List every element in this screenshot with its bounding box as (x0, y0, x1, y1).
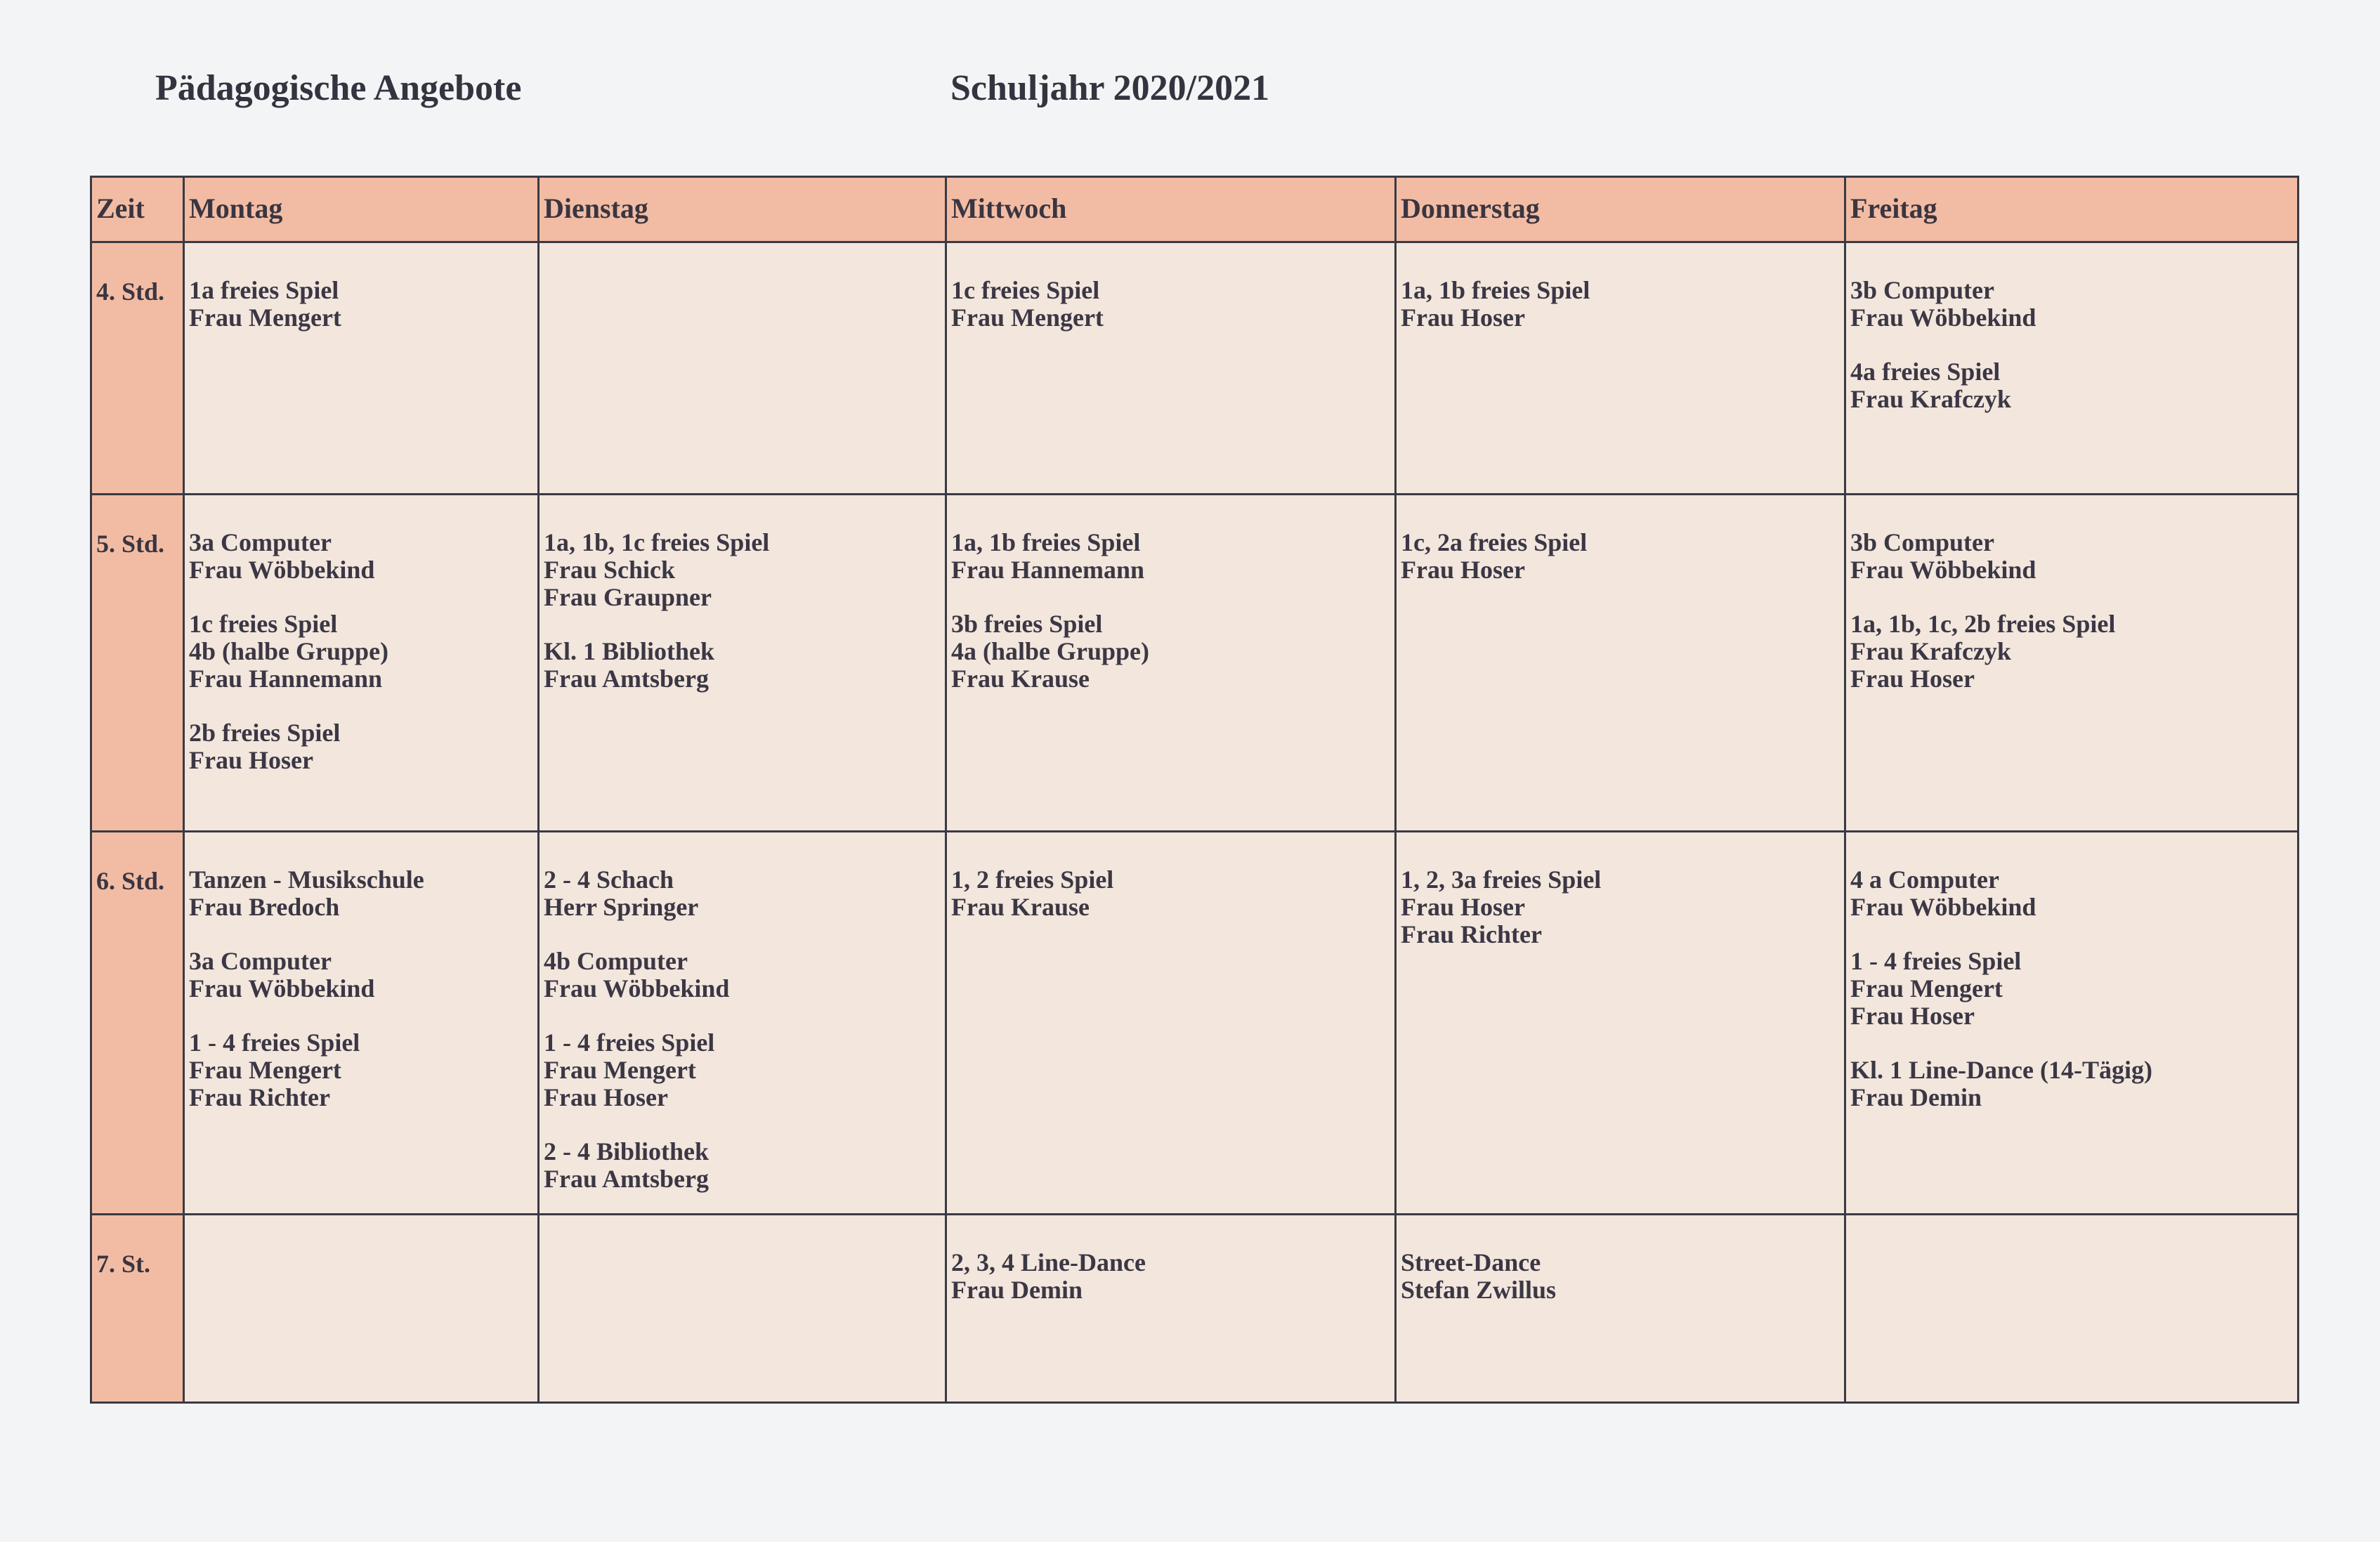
activity-name: 1 - 4 freies Spiel (1850, 947, 2022, 975)
schedule-table (90, 176, 2299, 1404)
activity-name: 4 a Computer (1850, 865, 1999, 894)
activity-detail: Frau Wöbbekind (189, 556, 375, 584)
activity-name: 1a, 1b, 1c, 2b freies Spiel (1850, 610, 2116, 638)
activity-name: Kl. 1 Line-Dance (14-Tägig) (1850, 1056, 2152, 1084)
column-header-dienstag: Dienstag (539, 177, 946, 242)
activity-entry (951, 277, 1390, 332)
activity-detail: Frau Richter (189, 1083, 330, 1111)
schedule-cell-montag (184, 832, 539, 1215)
activity-detail: Frau Wöbbekind (1850, 303, 2036, 332)
time-slot-label: 5. Std. (91, 495, 184, 832)
activity-name: 4a freies Spiel (1850, 358, 2001, 386)
activity-entry (1850, 610, 2293, 693)
activity-name: 2b freies Spiel (189, 719, 341, 747)
activity-detail: Herr Springer (544, 893, 699, 921)
activity-name: 3b Computer (1850, 528, 1994, 556)
activity-name: Tanzen - Musikschule (189, 865, 424, 894)
activity-entry (1401, 277, 1840, 332)
activity-entry (544, 638, 941, 693)
activity-name: 3a Computer (189, 947, 332, 975)
activity-detail: Frau Amtsberg (544, 665, 709, 693)
activity-detail: Frau Hannemann (951, 556, 1145, 584)
activity-name: 1a, 1b freies Spiel (951, 528, 1141, 556)
activity-entry (189, 1029, 533, 1111)
activity-name: 1c, 2a freies Spiel (1401, 528, 1588, 556)
activity-detail: Frau Wöbbekind (544, 974, 730, 1002)
schedule-cell-montag (184, 495, 539, 832)
activity-detail: Frau Demin (1850, 1083, 1982, 1111)
activity-detail: Frau Hoser (189, 746, 313, 774)
activity-entry (189, 866, 533, 921)
activity-name: 2 - 4 Bibliothek (544, 1137, 710, 1165)
activity-detail: Frau Bredoch (189, 893, 340, 921)
schedule-cell-dienstag (539, 832, 946, 1215)
schedule-cell-dienstag (539, 242, 946, 495)
activity-detail: 4b (halbe Gruppe) (189, 637, 389, 665)
table-row (91, 1215, 2299, 1403)
activity-detail: Stefan Zwillus (1401, 1276, 1557, 1304)
activity-entry (1850, 358, 2293, 413)
activity-entry (1401, 866, 1840, 948)
activity-detail: Frau Mengert (189, 1056, 341, 1084)
activity-entry (1401, 529, 1840, 584)
activity-detail: Frau Hoser (1401, 893, 1525, 921)
activity-entry (189, 719, 533, 774)
activity-detail: Frau Hoser (1401, 556, 1525, 584)
activity-detail: Frau Hannemann (189, 665, 383, 693)
activity-detail: Frau Hoser (1850, 665, 1975, 693)
school-year-title: Schuljahr 2020/2021 (950, 68, 1270, 108)
schedule-cell-mittwoch (946, 495, 1396, 832)
schedule-cell-dienstag (539, 1215, 946, 1403)
activity-entry (1401, 1249, 1840, 1304)
time-slot-label: 4. Std. (91, 242, 184, 495)
activity-detail: Frau Hoser (544, 1083, 668, 1111)
schedule-body (91, 242, 2299, 1403)
activity-entry (1850, 529, 2293, 584)
activity-entry (544, 1029, 941, 1111)
table-row (91, 832, 2299, 1215)
schedule-cell-freitag (1845, 242, 2299, 495)
activity-entry (1850, 277, 2293, 332)
activity-entry (544, 866, 941, 921)
activity-detail: Frau Mengert (544, 1056, 696, 1084)
table-row (91, 495, 2299, 832)
activity-entry (1850, 866, 2293, 921)
activity-name: 1a, 1b, 1c freies Spiel (544, 528, 770, 556)
activity-name: 2, 3, 4 Line-Dance (951, 1248, 1146, 1276)
activity-detail: Frau Krause (951, 665, 1090, 693)
column-header-freitag: Freitag (1845, 177, 2299, 242)
activity-entry (189, 610, 533, 693)
schedule-cell-donnerstag (1396, 242, 1845, 495)
schedule-cell-dienstag (539, 495, 946, 832)
activity-detail: Frau Wöbbekind (1850, 893, 2036, 921)
activity-entry (544, 948, 941, 1002)
activity-name: 1 - 4 freies Spiel (544, 1028, 715, 1057)
time-slot-label: 6. Std. (91, 832, 184, 1215)
activity-detail: Frau Krause (951, 893, 1090, 921)
schedule-cell-mittwoch (946, 1215, 1396, 1403)
activity-detail: Frau Schick (544, 556, 676, 584)
activity-name: 2 - 4 Schach (544, 865, 674, 894)
activity-name: 1, 2 freies Spiel (951, 865, 1114, 894)
activity-entry (1850, 1057, 2293, 1111)
activity-name: 1c freies Spiel (189, 610, 338, 638)
activity-detail: Frau Wöbbekind (1850, 556, 2036, 584)
activity-name: 1 - 4 freies Spiel (189, 1028, 360, 1057)
schedule-cell-donnerstag (1396, 832, 1845, 1215)
activity-entry (544, 1138, 941, 1193)
schedule-cell-freitag (1845, 832, 2299, 1215)
activity-detail: Frau Wöbbekind (189, 974, 375, 1002)
activity-name: Kl. 1 Bibliothek (544, 637, 715, 665)
activity-detail: Frau Krafczyk (1850, 637, 2011, 665)
activity-detail: Frau Demin (951, 1276, 1083, 1304)
column-header-zeit: Zeit (91, 177, 184, 242)
activity-name: 3b freies Spiel (951, 610, 1103, 638)
schedule-cell-montag (184, 242, 539, 495)
schedule-cell-freitag (1845, 1215, 2299, 1403)
column-header-donnerstag: Donnerstag (1396, 177, 1845, 242)
activity-entry (544, 529, 941, 611)
activity-detail: Frau Hoser (1401, 303, 1525, 332)
activity-entry (189, 277, 533, 332)
activity-entry (951, 610, 1390, 693)
activity-name: 4b Computer (544, 947, 688, 975)
table-row (91, 242, 2299, 495)
activity-name: 1a, 1b freies Spiel (1401, 276, 1590, 304)
header-row (91, 177, 2299, 242)
activity-detail: Frau Graupner (544, 583, 712, 611)
activity-entry (1850, 948, 2293, 1030)
activity-detail: Frau Mengert (189, 303, 341, 332)
schedule-cell-donnerstag (1396, 495, 1845, 832)
activity-entry (951, 866, 1390, 921)
schedule-cell-mittwoch (946, 832, 1396, 1215)
column-header-montag: Montag (184, 177, 539, 242)
activity-name: 1, 2, 3a freies Spiel (1401, 865, 1602, 894)
activity-detail: Frau Krafczyk (1850, 385, 2011, 413)
activity-entry (189, 948, 533, 1002)
activity-entry (951, 1249, 1390, 1304)
activity-name: 1c freies Spiel (951, 276, 1100, 304)
activity-detail: Frau Mengert (1850, 974, 2003, 1002)
document-title: Pädagogische Angebote (155, 68, 522, 108)
schedule-cell-donnerstag (1396, 1215, 1845, 1403)
activity-detail: Frau Mengert (951, 303, 1104, 332)
activity-name: 3b Computer (1850, 276, 1994, 304)
activity-detail: Frau Richter (1401, 920, 1542, 948)
activity-detail: 4a (halbe Gruppe) (951, 637, 1150, 665)
schedule-cell-freitag (1845, 495, 2299, 832)
activity-entry (189, 529, 533, 584)
activity-name: 3a Computer (189, 528, 332, 556)
activity-name: Street-Dance (1401, 1248, 1541, 1276)
time-slot-label: 7. St. (91, 1215, 184, 1403)
schedule-cell-montag (184, 1215, 539, 1403)
schedule-cell-mittwoch (946, 242, 1396, 495)
activity-name: 1a freies Spiel (189, 276, 339, 304)
activity-detail: Frau Hoser (1850, 1002, 1975, 1030)
activity-detail: Frau Amtsberg (544, 1165, 709, 1193)
column-header-mittwoch: Mittwoch (946, 177, 1396, 242)
activity-entry (951, 529, 1390, 584)
